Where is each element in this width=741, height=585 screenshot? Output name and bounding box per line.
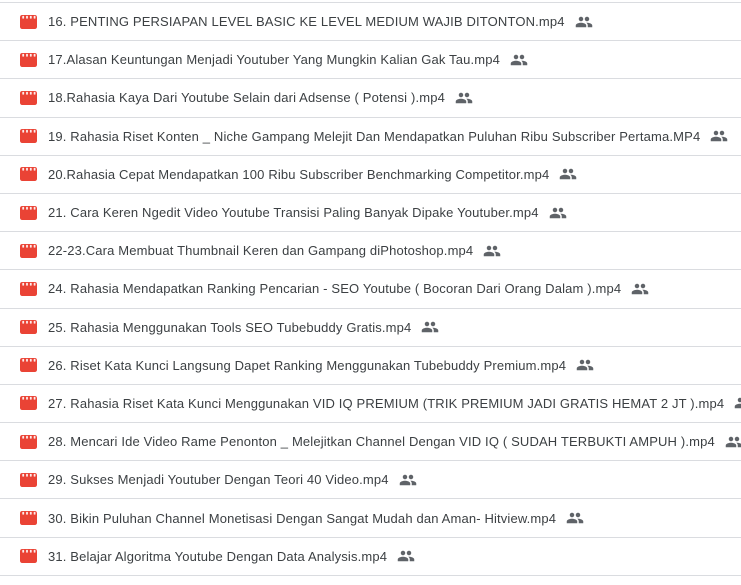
people-icon bbox=[566, 509, 584, 527]
video-file-icon bbox=[20, 206, 37, 220]
people-icon bbox=[510, 51, 528, 69]
people-icon bbox=[734, 394, 741, 412]
people-icon bbox=[483, 242, 501, 260]
video-file-icon bbox=[20, 549, 37, 563]
file-row[interactable] bbox=[0, 79, 741, 117]
file-row[interactable] bbox=[0, 461, 741, 499]
file-row[interactable] bbox=[0, 347, 741, 385]
people-icon bbox=[399, 471, 417, 489]
file-row[interactable] bbox=[0, 41, 741, 79]
file-row[interactable] bbox=[0, 3, 741, 41]
file-row[interactable] bbox=[0, 270, 741, 308]
video-file-icon bbox=[20, 435, 37, 449]
file-name: 20.Rahasia Cepat Mendapatkan 100 Ribu Subscriber Benchmarking Competitor.mp4 bbox=[48, 166, 550, 182]
file-row[interactable] bbox=[0, 232, 741, 270]
file-row[interactable] bbox=[0, 423, 741, 461]
video-file-icon bbox=[20, 167, 37, 181]
file-name: 24. Rahasia Mendapatkan Ranking Pencarian - SEO Youtube ( Bocoran Dari Orang Dalam ).mp4 bbox=[48, 281, 622, 297]
file-name: 31. Belajar Algoritma Youtube Dengan Data Analysis.mp4 bbox=[48, 548, 388, 564]
file-row[interactable] bbox=[0, 309, 741, 347]
people-icon bbox=[549, 204, 567, 222]
people-icon bbox=[397, 547, 415, 565]
file-name: 26. Riset Kata Kunci Langsung Dapet Ranking Menggunakan Tubebuddy Premium.mp4 bbox=[48, 357, 567, 373]
file-row[interactable] bbox=[0, 385, 741, 423]
video-file-icon bbox=[20, 53, 37, 67]
file-name: 21. Cara Keren Ngedit Video Youtube Transisi Paling Banyak Dipake Youtuber.mp4 bbox=[48, 205, 539, 221]
file-list bbox=[0, 2, 741, 576]
file-name: 29. Sukses Menjadi Youtuber Dengan Teori 40 Video.mp4 bbox=[48, 472, 389, 488]
file-name: 28. Mencari Ide Video Rame Penonton _ Melejitkan Channel Dengan VID IQ ( SUDAH TERBUKTI AMPUH ).mp4 bbox=[48, 434, 715, 450]
file-row[interactable] bbox=[0, 156, 741, 194]
file-name: 17.Alasan Keuntungan Menjadi Youtuber Yang Mungkin Kalian Gak Tau.mp4 bbox=[48, 52, 500, 68]
file-name: 30. Bikin Puluhan Channel Monetisasi Dengan Sangat Mudah dan Aman- Hitview.mp4 bbox=[48, 510, 557, 526]
people-icon bbox=[421, 318, 439, 336]
file-name: 18.Rahasia Kaya Dari Youtube Selain dari Adsense ( Potensi ).mp4 bbox=[48, 90, 445, 106]
video-file-icon bbox=[20, 282, 37, 296]
video-file-icon bbox=[20, 320, 37, 334]
video-file-icon bbox=[20, 129, 37, 143]
video-file-icon bbox=[20, 358, 37, 372]
video-file-icon bbox=[20, 511, 37, 525]
people-icon bbox=[576, 356, 594, 374]
people-icon bbox=[575, 13, 593, 31]
file-name: 25. Rahasia Menggunakan Tools SEO Tubebuddy Gratis.mp4 bbox=[48, 319, 412, 335]
video-file-icon bbox=[20, 473, 37, 487]
file-name: 27. Rahasia Riset Kata Kunci Menggunakan VID IQ PREMIUM (TRIK PREMIUM JADI GRATIS HEMAT 2 JT ).mp4 bbox=[48, 395, 725, 411]
file-row[interactable] bbox=[0, 118, 741, 156]
video-file-icon bbox=[20, 91, 37, 105]
file-name: 19. Rahasia Riset Konten _ Niche Gampang Melejit Dan Mendapatkan Puluhan Ribu Subscriber Pertama.MP4 bbox=[48, 128, 701, 144]
people-icon bbox=[455, 89, 473, 107]
file-row[interactable] bbox=[0, 194, 741, 232]
file-name: 16. PENTING PERSIAPAN LEVEL BASIC KE LEVEL MEDIUM WAJIB DITONTON.mp4 bbox=[48, 14, 565, 30]
video-file-icon bbox=[20, 15, 37, 29]
file-name: 22-23.Cara Membuat Thumbnail Keren dan Gampang diPhotoshop.mp4 bbox=[48, 243, 474, 259]
people-icon bbox=[725, 433, 741, 451]
people-icon bbox=[559, 165, 577, 183]
video-file-icon bbox=[20, 244, 37, 258]
people-icon bbox=[710, 127, 728, 145]
file-row[interactable] bbox=[0, 499, 741, 537]
file-row[interactable] bbox=[0, 538, 741, 576]
people-icon bbox=[631, 280, 649, 298]
video-file-icon bbox=[20, 396, 37, 410]
